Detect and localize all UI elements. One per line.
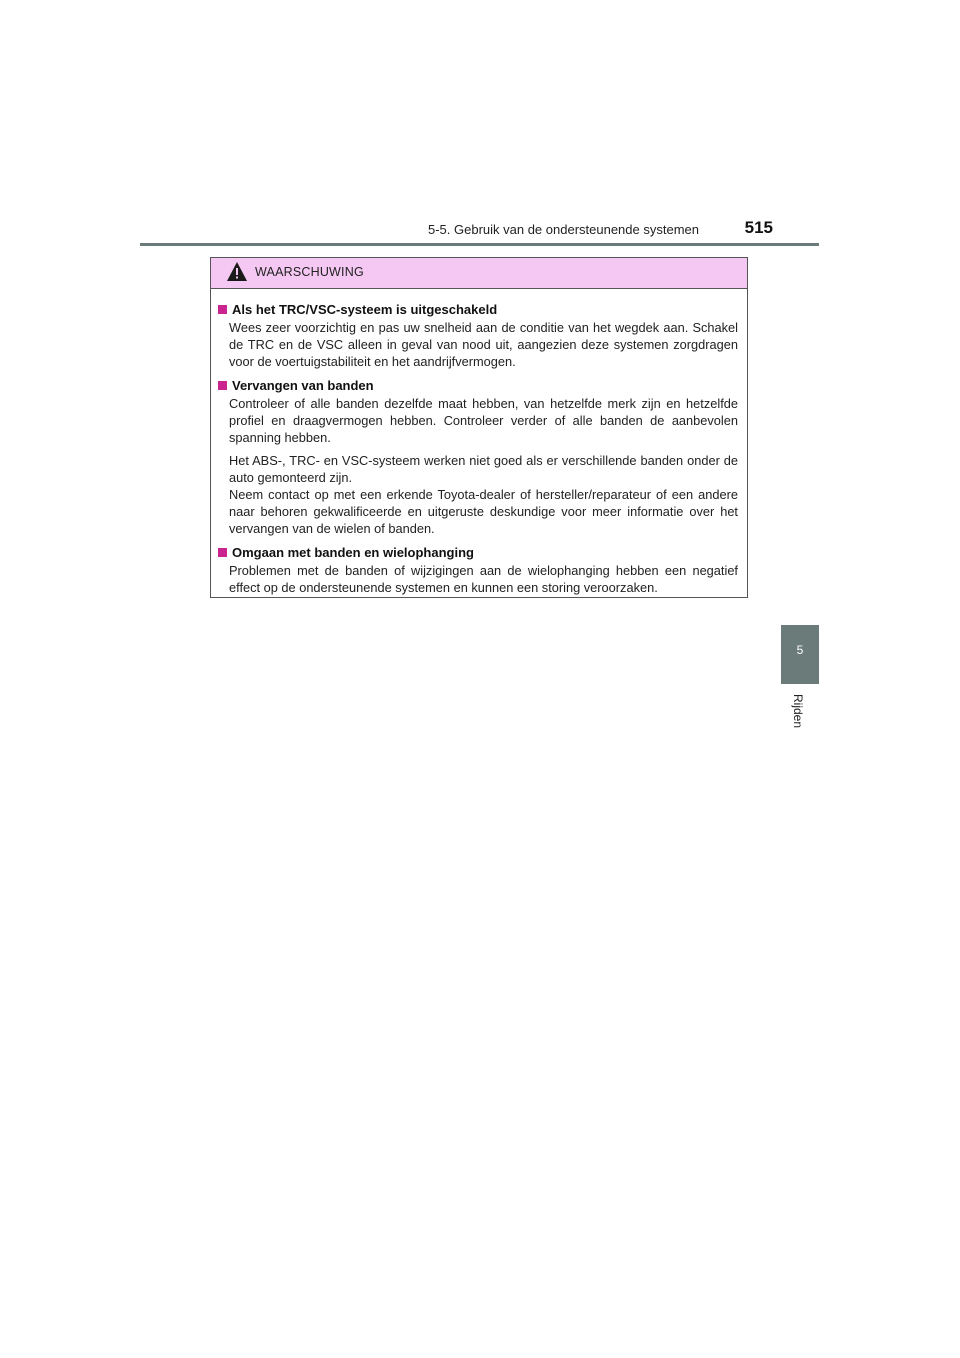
- chapter-label-container: [775, 690, 825, 740]
- warning-title: WAARSCHUWING: [255, 265, 364, 279]
- page-header: [140, 218, 819, 246]
- section-heading: [218, 544, 738, 561]
- chapter-tab: [781, 625, 819, 684]
- paragraph: Problemen met de banden of wijzigingen aan de wielophanging hebben een negatief effect op de ondersteunende systemen en kunnen een storing veroorzaken.: [229, 563, 738, 595]
- paragraph: [229, 452, 738, 537]
- warning-section-tyres: [218, 377, 738, 537]
- section-heading-text: Vervangen van banden: [232, 378, 374, 393]
- paragraph-line: Neem contact op met een erkende Toyota-dealer of hersteller/reparateur of een andere naar behoren gekwalificeerde en uitgeruste deskundige voor meer informatie over het vervangen van de wielen of banden.: [229, 487, 738, 536]
- section-title: 5-5. Gebruik van de ondersteunende systemen: [427, 222, 699, 237]
- header-divider: [140, 243, 819, 246]
- warning-box: [210, 257, 748, 598]
- chapter-number: 5: [796, 643, 804, 657]
- warning-body: [211, 289, 747, 596]
- square-bullet-icon: [218, 548, 227, 557]
- section-heading: [218, 301, 738, 318]
- paragraph: Wees zeer voorzichtig en pas uw snelheid aan de conditie van het wegdek aan. Schakel de TRC en de VSC alleen in geval van nood uit, aangezien deze systemen zorgdragen voor de voertuigstabiliteit en het aandrijfvermogen.: [229, 320, 738, 369]
- page-number: 515: [744, 218, 773, 237]
- warning-section-trc-vsc: [218, 301, 738, 370]
- chapter-label: Rijden: [791, 693, 806, 729]
- warning-section-suspension: [218, 544, 738, 596]
- square-bullet-icon: [218, 305, 227, 314]
- section-heading: [218, 377, 738, 394]
- paragraph: Controleer of alle banden dezelfde maat hebben, van hetzelfde merk zijn en hetzelfde profiel en draagvermogen hebben. Controleer verder of alle banden de aanbevolen spanning hebben.: [229, 396, 738, 445]
- square-bullet-icon: [218, 381, 227, 390]
- warning-triangle-icon: [226, 261, 248, 282]
- warning-header: [211, 258, 747, 289]
- section-heading-text: Als het TRC/VSC-systeem is uitgeschakeld: [232, 302, 498, 317]
- paragraph-line: Het ABS-, TRC- en VSC-systeem werken niet goed als er verschillende banden onder de auto gemonteerd zijn.: [229, 453, 738, 485]
- section-heading-text: Omgaan met banden en wielophanging: [232, 545, 474, 560]
